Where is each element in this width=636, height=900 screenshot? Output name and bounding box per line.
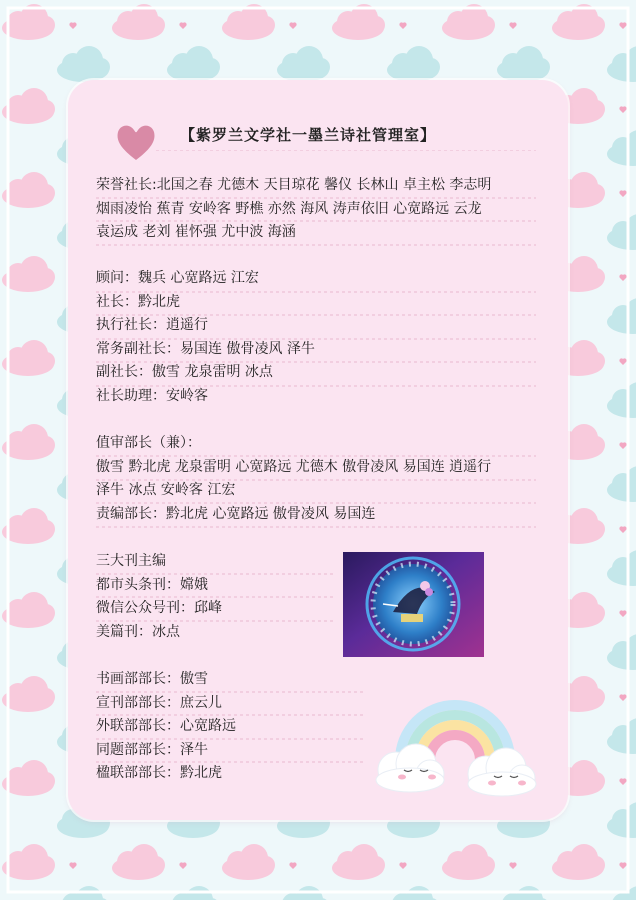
text-line: 社长助理：安岭客 [96,387,208,404]
text-line: 执行社长：逍遥行 [96,317,208,333]
rainbow-cloud-illustration [368,670,538,800]
text-line: 楹联部部长：黔北虎 [96,765,222,781]
administration-section [96,267,315,408]
text-line: 袁运成 老刘 崔怀强 尤中波 海涵 [96,224,296,240]
text-line: 美篇刊：冰点 [96,623,180,640]
society-logo-image [343,552,484,657]
text-line: 常务副社长：易国连 傲骨凌风 泽牛 [96,340,315,357]
text-line: 傲雪 黔北虎 龙泉雷明 心宽路远 尤德木 傲骨凌风 易国连 逍遥行 [96,458,492,475]
departments-section [96,668,236,786]
text-line: 值审部长（兼）： [96,435,201,451]
text-line: 都市头条刊：嫦娥 [96,576,208,593]
text-line: 三大刊主编 [96,553,166,569]
text-line: 微信公众号刊：邱峰 [96,600,222,616]
honorary-presidents-section [96,174,491,245]
text-line: 泽牛 冰点 安岭客 江宏 [96,482,236,498]
text-line: 副社长：傲雪 龙泉雷明 冰点 [96,364,273,380]
text-line: 宣刊部部长：庶云儿 [96,694,222,711]
text-line: 同题部部长：泽牛 [96,741,208,758]
text-line: 荣誉社长:北国之春 尤德木 天目琼花 馨仪 长林山 卓主松 李志明 [96,177,492,193]
page-title: 【紫罗兰文学社一墨兰诗社管理室】 [180,126,437,144]
publications-section [96,550,222,644]
heart-icon [114,120,158,164]
text-line: 书画部部长：傲雪 [96,671,208,687]
text-line: 责编部长：黔北虎 心宽路远 傲骨凌风 易国连 [96,505,376,522]
text-line: 烟雨凌怡 蕉青 安岭客 野樵 亦然 海风 涛声依旧 心宽路远 云龙 [96,200,482,217]
text-line: 社长：黔北虎 [96,293,180,310]
review-section [96,432,491,526]
text-line: 顾问：魏兵 心宽路远 江宏 [96,270,259,286]
text-line: 外联部部长：心宽路远 [96,718,236,734]
